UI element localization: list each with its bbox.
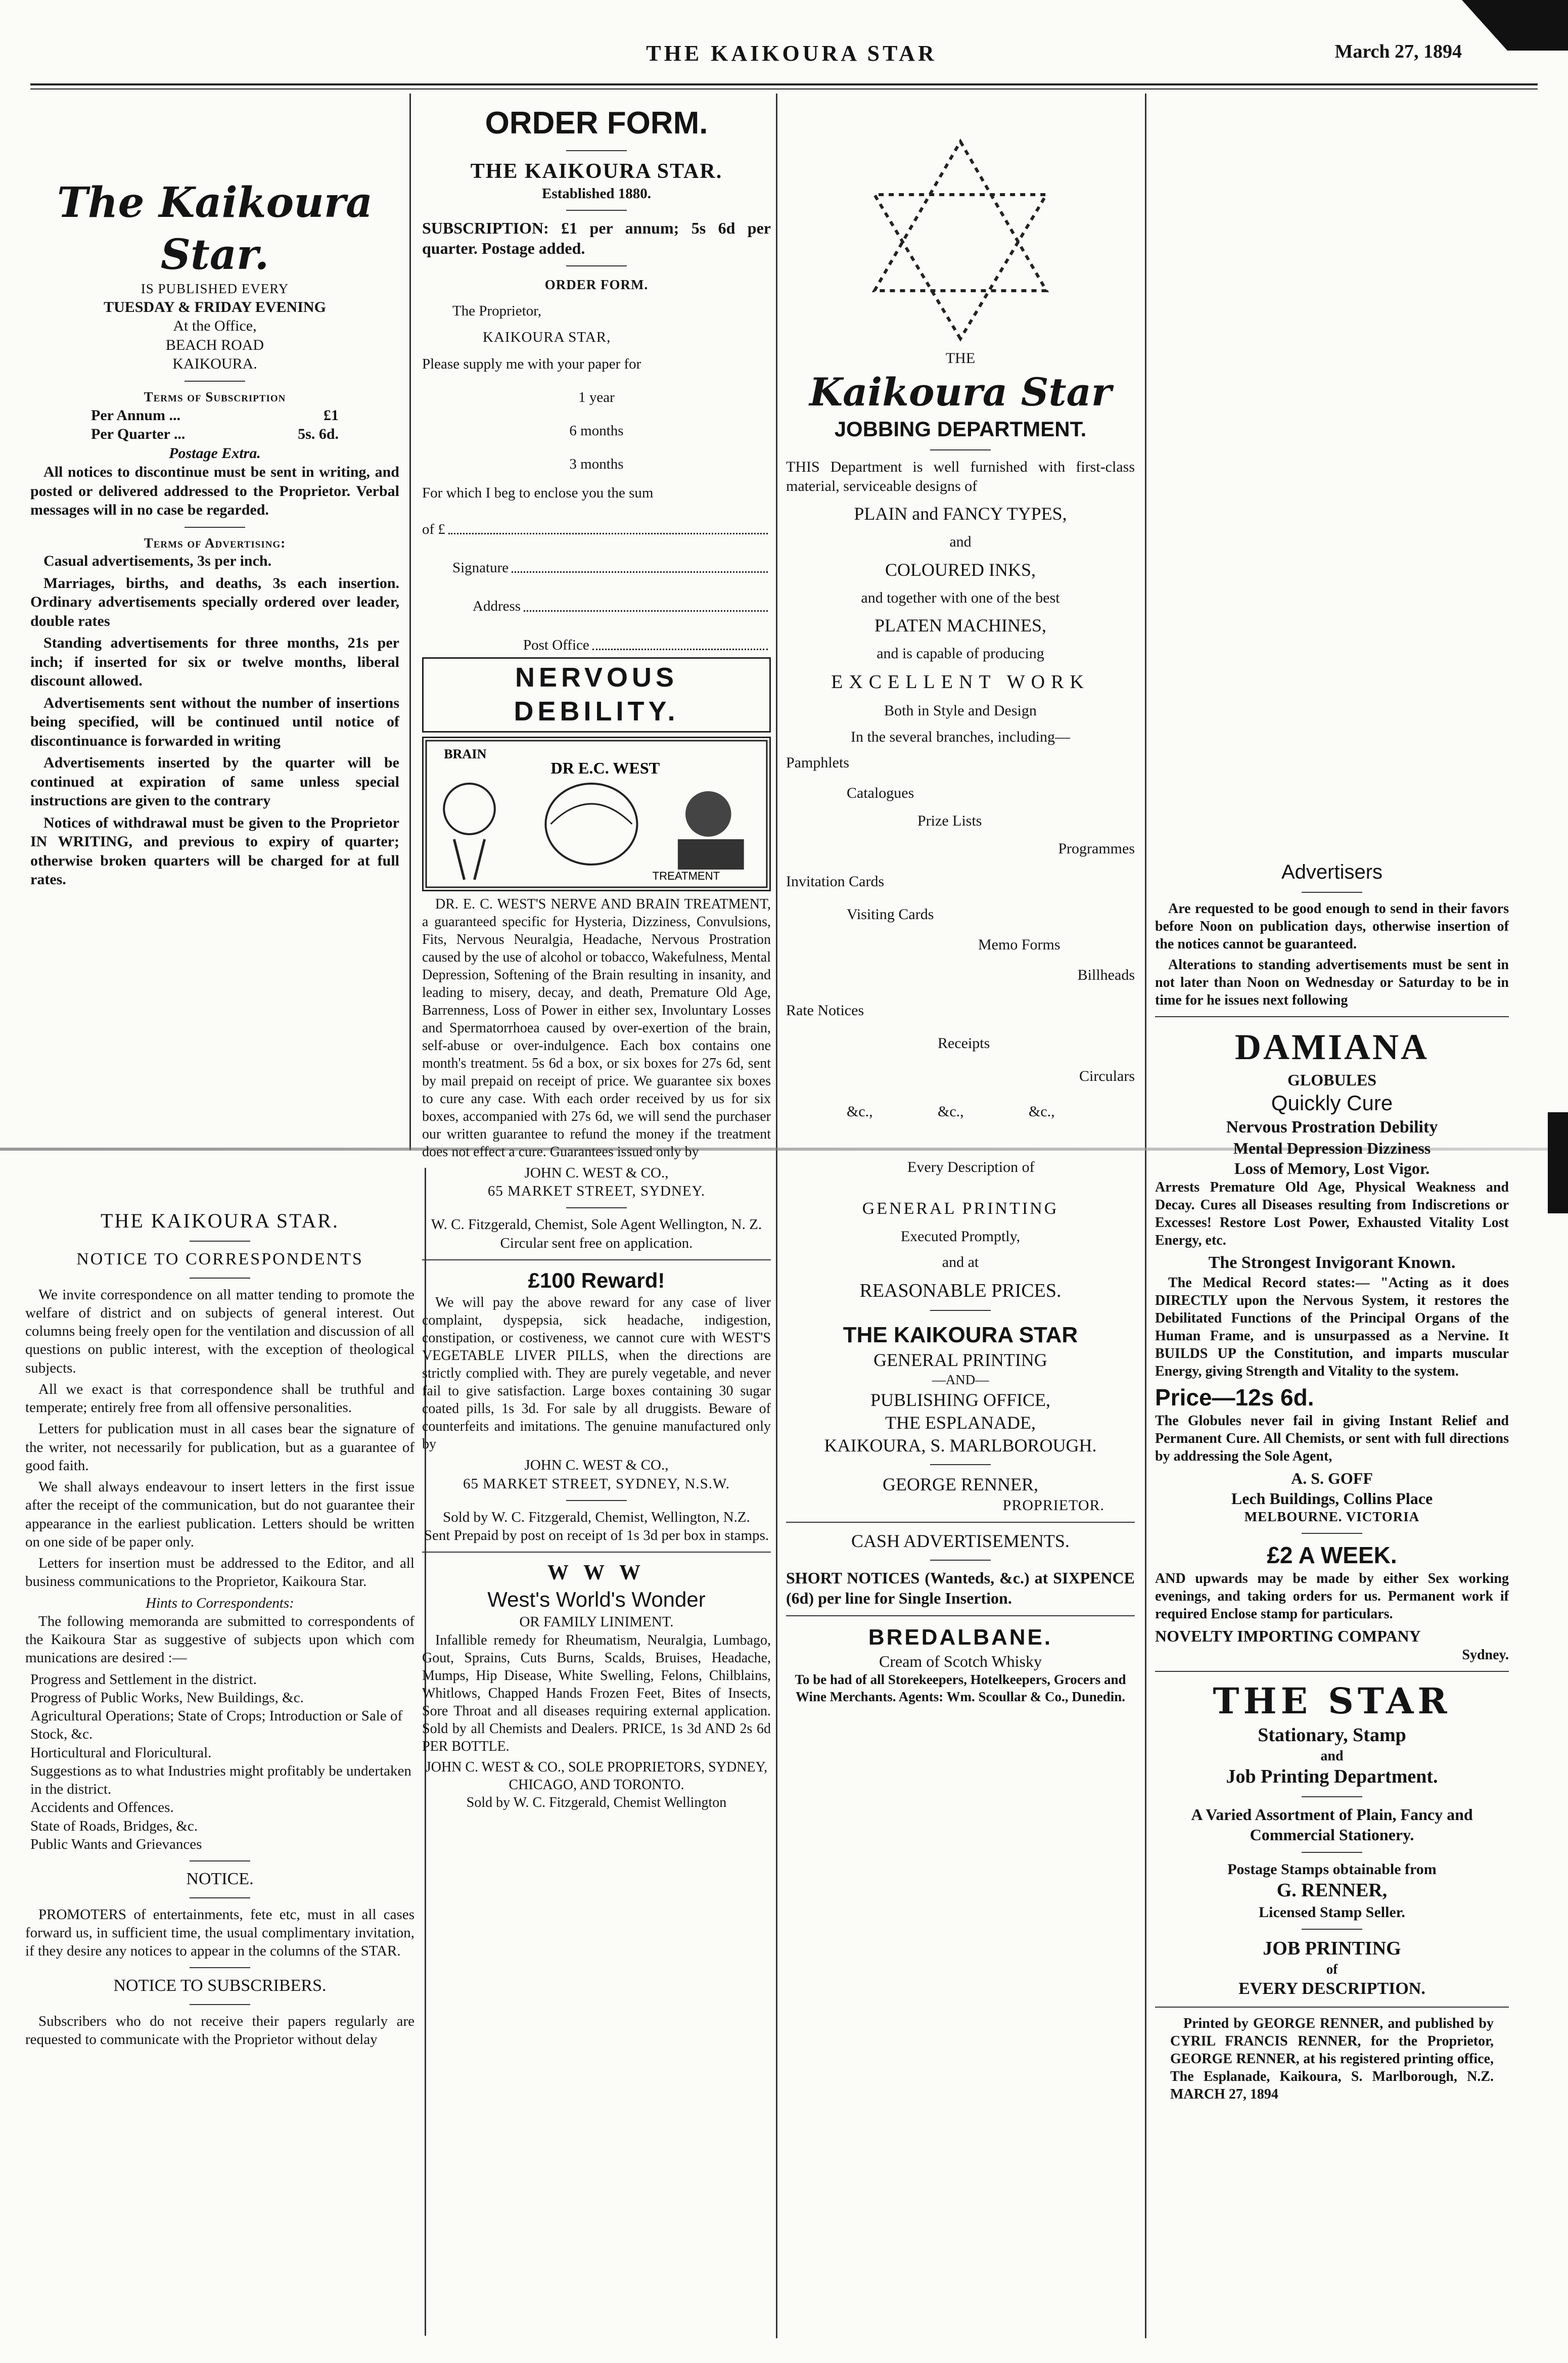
column-1-top — [30, 177, 399, 892]
per-annum-row — [30, 406, 399, 425]
and-label: and — [1320, 1748, 1344, 1764]
order-form-subhead: ORDER FORM. — [544, 277, 649, 293]
postage-stamps: Postage Stamps obtainable from — [1227, 1860, 1437, 1878]
west-treatment-illustration — [422, 737, 771, 891]
every-description-4: EVERY DESCRIPTION. — [1238, 1979, 1425, 1998]
enclose-line: For which I beg to enclose you the sum — [422, 484, 654, 501]
topic-item: Agricultural Operations; State of Crops; Introduction or Sale of Stock, &c. — [30, 1708, 403, 1743]
correspondence-p5: Letters for insertion must be addressed to the Editor, and all business communications to the Proprietor, Kaikoura Star. — [25, 1555, 414, 1590]
plain-fancy: PLAIN and FANCY TYPES, — [854, 504, 1067, 524]
together-line: and together with one of the best — [861, 589, 1060, 606]
topics-list — [25, 1670, 414, 1854]
postage-note: Postage Extra. — [169, 444, 261, 462]
star-title: THE KAIKOURA STAR. — [101, 1209, 339, 1232]
per-quarter-label: Per Quarter ... — [91, 426, 186, 442]
and-divider: —AND— — [932, 1372, 989, 1387]
cure-memory: Loss of Memory, Lost Vigor. — [1234, 1159, 1430, 1177]
of-label: of — [1326, 1961, 1338, 1977]
executed-promptly: Executed Promptly, — [900, 1228, 1021, 1245]
varied-assortment: A Varied Assortment of Plain, Fancy and Commercial Stationery. — [1191, 1805, 1473, 1844]
esplanade: THE ESPLANADE, — [885, 1412, 1036, 1433]
arrests-text: Arrests Premature Old Age, Physical Weakness and Decay. Cures all Diseases resulting from Indiscretions or Excesses! Restore Lost Power, Exhausted Vitality Lost Energy, etc. — [1155, 1179, 1509, 1248]
item-etc-3: &c., — [1029, 1103, 1055, 1120]
correspondence-p4: We shall always endeavour to insert letters in the first issue after the receipt of the communication, but do not guarantee their appearance in the earliest publication. Letters should be written on one side of be paper only. — [25, 1479, 414, 1550]
whisky-agents: To be had of all Storekeepers, Hotelkeepers, Grocers and Wine Merchants. Agents: Wm. Scoullar & Co., Dunedin. — [795, 1672, 1126, 1704]
adv-rule-1: Casual advertisements, 3s per inch. — [43, 553, 272, 570]
circular-line: Circular sent free on application. — [500, 1235, 693, 1251]
job-printing-dept: Job Printing Department. — [1226, 1766, 1438, 1788]
liniment-sold: Sold by W. C. Fitzgerald, Chemist Wellington — [466, 1794, 727, 1810]
item-billheads: Billheads — [1077, 967, 1135, 983]
imprint: Printed by GEORGE RENNER, and published by CYRIL FRANCIS RENNER, for the Proprietor, GEORGE RENNER, at his registered printing office, The Esplanade, Kaikoura, S. Marlborough, N.Z. MARCH 27, 1894 — [1170, 2016, 1494, 2102]
divider-1a — [409, 94, 411, 1150]
sum-field — [422, 520, 771, 538]
address-label: Address — [473, 598, 521, 615]
adv-rule-3: Standing advertisements for three months, 21s per inch; if inserted for six or twelve months, liberal discount allowed. — [30, 634, 399, 690]
liniment-text: Infallible remedy for Rheumatism, Neuralgia, Lumbago, Gout, Sprains, Cuts Burns, Scalds, Bruises, Headache, Mumps, Hip Disease, White Swelling, Felons, Chilblains, Whitlows, Chapped Hands Frozen Feet, Bites of Insects, Sore Throat and all diseases requiring external application. Sold by all Chemists and Dealers. PRICE, 1s 3d AND 2s 6d PER BOTTLE. — [422, 1632, 771, 1754]
nervous-debility-banner: NERVOUS DEBILITY. — [422, 657, 771, 733]
column-2 — [422, 104, 771, 1811]
option-6-months: 6 months — [569, 423, 624, 439]
please-supply: Please supply me with your paper for — [422, 355, 641, 372]
agent-city: MELBOURNE. VICTORIA — [1244, 1509, 1420, 1524]
damiana-globules: GLOBULES — [1287, 1071, 1377, 1089]
capable-line: and is capable of producing — [877, 645, 1044, 662]
topic-item: Public Wants and Grievances — [30, 1836, 202, 1852]
damiana-price: Price—12s 6d. — [1155, 1384, 1314, 1411]
option-1-year: 1 year — [578, 389, 615, 405]
bredalbane-title: BREDALBANE. — [868, 1625, 1053, 1650]
promoters-notice: PROMOTERS of entertainments, fete etc, must in all cases forward us, in sufficient time, the usual complimentary invitation, if they desire any notices to appear in the columns of the STAR. — [25, 1906, 414, 1959]
issue-date: March 27, 1894 — [1334, 41, 1462, 62]
dark-margin — [1548, 1112, 1568, 1213]
divider-2 — [776, 94, 777, 2338]
established: Established 1880. — [542, 186, 651, 202]
correspondents-heading: NOTICE TO CORRESPONDENTS — [76, 1250, 363, 1268]
item-rate-notices: Rate Notices — [786, 1002, 864, 1019]
jobbing-list — [786, 753, 1135, 1198]
topic-item: Suggestions as to what Industries might profitably be undertaken in the district. — [30, 1762, 411, 1797]
adv-rule-2: Marriages, births, and deaths, 3s each insertion. Ordinary advertisements specially ordered over leader, double rates — [30, 574, 399, 629]
notices-text: All notices to discontinue must be sent in writing, and posted or delivered addressed to the Proprietor. Verbal messages will in no case be regarded. — [30, 464, 399, 518]
column-4 — [1155, 859, 1509, 2106]
terms-heading: Terms of Subscription — [144, 389, 286, 404]
adv-rule-5: Advertisements inserted by the quarter will be continued at expiration of same unless special instructions are given to the contrary — [30, 754, 399, 809]
topic-item: Accidents and Offences. — [30, 1799, 174, 1816]
medical-record: The Medical Record states:— "Acting as it does DIRECTLY upon the Nervous System, it restores the Debilitated Functions of the Principal Organs of the Human Frame, and is unsurpassed as a Nervine. It BUILDS UP the Constitution, and imparts muscular Energy, giving Strength and Vitality to the system. — [1155, 1275, 1509, 1379]
printing-office-title: THE KAIKOURA STAR — [843, 1323, 1078, 1347]
reasonable-prices: REASONABLE PRICES. — [859, 1280, 1062, 1301]
item-catalogues: Catalogues — [847, 785, 914, 801]
masthead — [30, 30, 1553, 81]
signature-label: Signature — [452, 560, 509, 576]
item-invitation: Invitation Cards — [786, 873, 885, 890]
column-1-bottom — [25, 1208, 414, 2052]
publication-days: TUESDAY & FRIDAY EVENING — [104, 298, 326, 315]
reward-title: £100 Reward! — [528, 1268, 665, 1292]
item-pamphlets: Pamphlets — [786, 754, 849, 771]
post-office-field — [523, 636, 771, 654]
quickly-cure: Quickly Cure — [1271, 1091, 1393, 1115]
publishing-office: PUBLISHING OFFICE, — [870, 1389, 1051, 1410]
west-company: JOHN C. WEST & CO., — [524, 1164, 669, 1181]
address-field — [473, 597, 771, 615]
correspondence-p1: We invite correspondence on all matter tending to promote the welfare of district and on subjects of general interest. Out columns being freely open for the ventilation and discussion of all questions on public interest, with the exception of theological subjects. — [25, 1286, 414, 1376]
topic-item: State of Roads, Bridges, &c. — [30, 1817, 198, 1834]
item-visiting: Visiting Cards — [847, 906, 934, 923]
item-etc-2: &c., — [938, 1103, 964, 1120]
star-of-david-ornament — [786, 137, 1135, 349]
order-form-title: ORDER FORM. — [485, 106, 708, 141]
item-programmes: Programmes — [1058, 840, 1135, 857]
sum-label: of £ — [422, 521, 445, 537]
star-icon — [854, 137, 1067, 349]
advertisers-heading: Advertisers — [1281, 861, 1383, 883]
option-3-months: 3 months — [569, 456, 624, 473]
correspondence-p2: All we exact is that correspondence shall be truthful and temperate; entirely free from all offensive personalities. — [25, 1381, 414, 1416]
and-1: and — [949, 533, 972, 550]
paper-name: THE KAIKOURA STAR — [646, 41, 937, 66]
topic-item: Progress of Public Works, New Buildings, &c. — [30, 1689, 304, 1706]
hints-heading: Hints to Correspondents: — [146, 1595, 294, 1611]
published-line: IS PUBLISHED EVERY — [141, 281, 289, 296]
subscription-rate: SUBSCRIPTION: £1 per annum; 5s 6d per quarter. Postage added. — [422, 219, 771, 258]
cash-advertisements: CASH ADVERTISEMENTS. — [851, 1531, 1070, 1552]
family-liniment: OR FAMILY LINIMENT. — [519, 1614, 674, 1630]
west-address: 65 MARKET STREET, SYDNEY. — [487, 1183, 706, 1199]
west-treatment-ad: DR. E. C. WEST'S NERVE AND BRAIN TREATMENT, a guaranteed specific for Hysteria, Dizziness, Convulsions, Fits, Nervous Neuralgia, Headache, Nervous Prostration caused by the use of alcohol or tobacco, Wakefulness, Mental Depression, Softening of the Brain resulting in insanity, and leading to misery, decay, and death, Premature Old Age, Barrenness, Loss of Power in either sex, Involuntary Losses and Spermatorrhoea caused by over-exertion of the brain, self-abuse or over-indulgence. Each box contains one month's treatment. 5s 6d a box, or six boxes for 27s 6d, sent by mail prepaid on receipt of price. We guarantee six boxes to cure any case. With each order received by us for six boxes, accompanied with 27s 6d, we will send the purchaser our written guarantee to refund the money if the treatment does not effect a cure. Guarantees issued only by — [422, 896, 771, 1160]
top-rule — [30, 83, 1538, 85]
style-design: Both in Style and Design — [884, 702, 1037, 719]
g-renner: G. RENNER, — [1276, 1880, 1388, 1901]
per-quarter-price: 5s. 6d. — [298, 426, 339, 442]
licensed-seller: Licensed Stamp Seller. — [1259, 1903, 1405, 1921]
item-circulars: Circulars — [1079, 1068, 1135, 1084]
proprietor-line: The Proprietor, — [452, 303, 542, 319]
damiana-price-text: The Globules never fail in giving Instant Relief and Permanent Cure. All Chemists, or sent with full directions by addressing the Sole Agent, — [1155, 1413, 1509, 1464]
liniment-company: JOHN C. WEST & CO., SOLE PROPRIETORS, SYDNEY, CHICAGO, AND TORONTO. — [425, 1759, 768, 1793]
order-paper-name: THE KAIKOURA STAR. — [470, 159, 723, 183]
star-logo: The Kaikoura Star. — [57, 178, 373, 279]
jobbing-heading: JOBBING DEPARTMENT. — [834, 417, 1087, 441]
top-rule-thin — [30, 88, 1538, 89]
fitzgerald-agent: W. C. Fitzgerald, Chemist, Sole Agent Wellington, N. Z. — [431, 1216, 762, 1233]
office-line: At the Office, — [173, 317, 257, 335]
reward-address: 65 MARKET STREET, SYDNEY, N.S.W. — [463, 1475, 730, 1492]
www-heading: W W W — [547, 1561, 645, 1585]
jobbing-logo: Kaikoura Star — [809, 369, 1112, 415]
illus-label-b: DR E.C. WEST — [550, 758, 660, 777]
post-office-label: Post Office — [523, 637, 589, 653]
proprietor-title: PROPRIETOR. — [1002, 1496, 1104, 1514]
job-printing: JOB PRINTING — [1263, 1938, 1401, 1960]
topic-item: Progress and Settlement in the district. — [30, 1671, 257, 1688]
branches-line: In the several branches, including— — [850, 728, 1071, 745]
per-annum-price: £1 — [324, 406, 339, 424]
illus-label-c: TREATMENT — [652, 869, 720, 882]
sold-by: Sold by W. C. Fitzgerald, Chemist, Wellington, N.Z. — [443, 1509, 750, 1525]
every-description: Every Description of — [907, 1159, 1035, 1175]
per-annum-label: Per Annum ... — [91, 406, 180, 424]
item-memo: Memo Forms — [978, 936, 1060, 953]
adv-rule-6: Notices of withdrawal must be given to the Proprietor IN WRITING, and previous to expiry of quarter; otherwise broken quarters will be charged for at full rates. — [30, 814, 399, 888]
agent-name: A. S. GOFF — [1291, 1469, 1373, 1487]
scotch-whisky: Cream of Scotch Whisky — [879, 1652, 1042, 1671]
damiana-title: DAMIANA — [1235, 1027, 1429, 1067]
signature-field — [452, 559, 771, 577]
two-pounds-week: £2 A WEEK. — [1267, 1541, 1397, 1568]
excellent-work: EXCELLENT WORK — [831, 671, 1090, 693]
item-receipts: Receipts — [938, 1035, 990, 1052]
coloured-inks: COLOURED INKS, — [885, 559, 1036, 580]
short-notices: SHORT NOTICES (Wanteds, &c.) at SIXPENCE (6d) per line for Single Insertion. — [786, 1569, 1135, 1608]
kaikoura-marlborough: KAIKOURA, S. MARLBOROUGH. — [824, 1435, 1097, 1456]
novelty-sydney: Sydney. — [1462, 1647, 1509, 1663]
road-line: BEACH ROAD — [165, 336, 264, 353]
subscribers-notice: Subscribers who do not receive their papers regularly are requested to communicate with the Proprietor without delay — [25, 2013, 414, 2048]
advertisers-note-2: Alterations to standing advertisements must be sent in not later than Noon on Wednesday or Saturday to be in time for he issues next following — [1155, 957, 1509, 1008]
divider-3 — [1145, 94, 1146, 2338]
correspondence-p6: The following memoranda are submitted to correspondents of the Kaikoura Star as suggestive of subjects upon which com munications are desired :— — [25, 1613, 414, 1666]
column-3 — [786, 137, 1135, 1706]
george-renner: GEORGE RENNER, — [883, 1474, 1038, 1494]
subscribers-heading: NOTICE TO SUBSCRIBERS. — [113, 1976, 327, 1995]
correspondence-p3: Letters for publication must in all cases bear the signature of the writer, not necessarily for publication, but as a guarantee of good faith. — [25, 1421, 414, 1474]
town-line: KAIKOURA. — [172, 355, 257, 373]
advertisers-note-1: Are requested to be good enough to send in their favors before Noon on publication days, otherwise insertion of the notices cannot be guaranteed. — [1155, 901, 1509, 952]
adv-rule-4: Advertisements sent without the number of insertions being specified, will be continued until notice of discontinuance is forwarded in writing — [30, 694, 399, 749]
strongest-invigorant: The Strongest Invigorant Known. — [1208, 1253, 1456, 1272]
star-line: KAIKOURA STAR, — [483, 329, 611, 346]
platen-machines: PLATEN MACHINES, — [874, 615, 1046, 635]
and-at: and at — [942, 1254, 979, 1270]
topic-item: Horticultural and Floricultural. — [30, 1744, 212, 1761]
general-printing: GENERAL PRINTING — [862, 1199, 1059, 1218]
the-star-title: THE STAR — [1213, 1680, 1451, 1722]
stationary-stamp: Stationary, Stamp — [1258, 1724, 1406, 1746]
cure-nervous: Nervous Prostration Debility — [1226, 1117, 1438, 1137]
item-prize-lists: Prize Lists — [917, 812, 982, 829]
per-quarter-row — [30, 425, 399, 444]
illus-label-a: BRAIN — [444, 746, 487, 761]
novelty-company: NOVELTY IMPORTING COMPANY — [1155, 1627, 1421, 1646]
cure-mental: Mental Depression Dizziness — [1233, 1139, 1431, 1157]
week-text: AND upwards may be made by either Sex working evenings, and taking orders for us. Permanent work if required Enclose stamp for particulars. — [1155, 1571, 1509, 1622]
illustration-graphic — [424, 738, 769, 890]
sent-prepaid: Sent Prepaid by post on receipt of 1s 3d per box in stamps. — [424, 1527, 769, 1543]
general-printing-2: GENERAL PRINTING — [873, 1350, 1047, 1370]
notice-heading: NOTICE. — [186, 1870, 254, 1888]
the-label: THE — [945, 350, 976, 367]
jobbing-intro: THIS Department is well furnished with first-class material, serviceable designs of — [786, 459, 1135, 494]
item-etc-1: &c., — [847, 1103, 873, 1120]
reward-text: We will pay the above reward for any case of liver complaint, dyspepsia, sick headache, indigestion, constipation, or costiveness, we cannot cure with WEST'S VEGETABLE LIVER PILLS, when the directions are strictly complied with. They are purely vegetable, and never fail to give satisfaction. Large boxes containing 30 sugar coated pills, 1s 3d. For sale by all druggists. Beware of counterfeits and imitations. The genuine manufactured only by — [422, 1295, 771, 1452]
agent-address: Lech Buildings, Collins Place — [1231, 1489, 1433, 1508]
reward-company: JOHN C. WEST & CO., — [524, 1457, 669, 1474]
worlds-wonder: West's World's Wonder — [487, 1587, 706, 1611]
advertising-heading: Terms of Advertising: — [144, 535, 286, 551]
